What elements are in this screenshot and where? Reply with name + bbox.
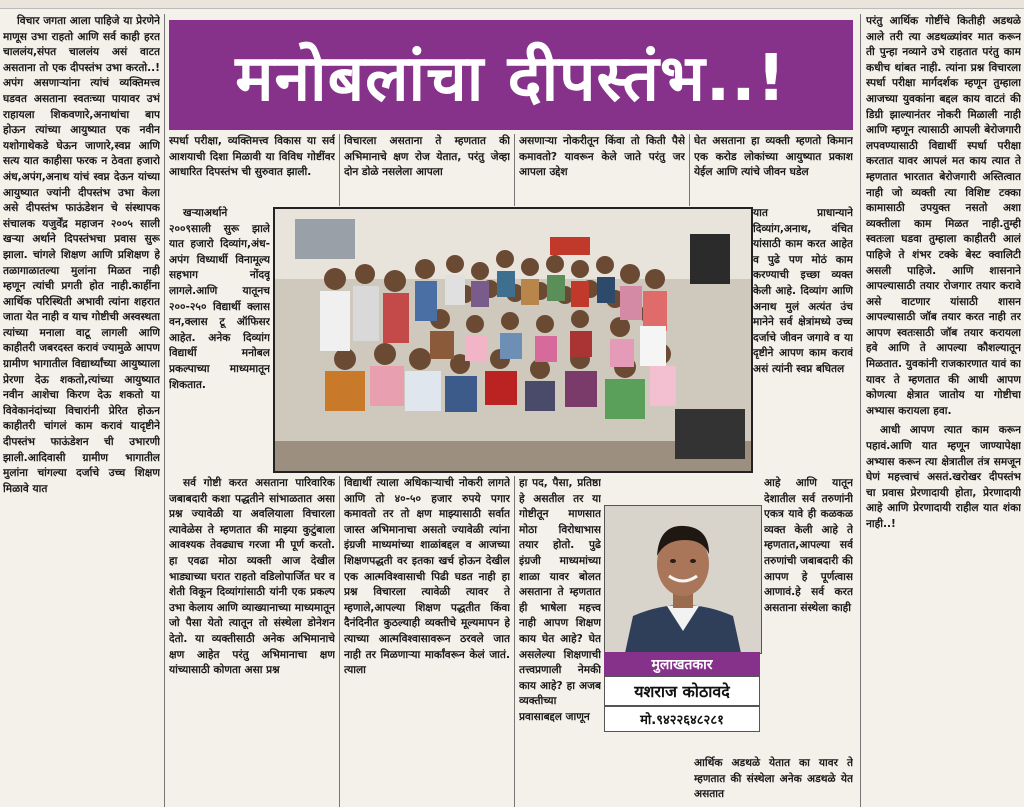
column-6-paragraph-2: आधी आपण त्यात काम करून पहावं.आणि यात म्हणून जाण्यापेक्षा अभ्यास करून त्या क्षेत्रातील तंत्र समजून घेणं महत्त्वाचं असतं.खरोखर दीपस्तंभ चा प्रवास प्रेरणादायी होता, प्रेरणादायी आहे आणि प्रेरणादायी राहील यात शंका नाही..! <box>866 424 1021 530</box>
interviewer-name: यशराज कोठावदे <box>604 676 760 706</box>
article-column-5-right <box>764 476 853 756</box>
column-5-top-text: घेत असताना हा व्यक्ती म्हणतो किमान एक करोड लोकांच्या आयुष्यात प्रकाश येईल आणि त्यांचे जीवन घडेल <box>694 135 853 179</box>
column-4-bottom-text: हा पद, पैसा, प्रतिष्ठा हे असतील तर या गोष्टीतून माणसात मोठा विरोधाभास तयार होतो. पुढे इंग्रजी माध्यमांच्या शाळा यावर बोलत असताना ते म्हणतात ही भाषेला महत्त्व नाही आपण शिक्षण काय घेत आहे? घेत असलेल्या शिक्षणाची तत्त्वप्रणाली नेमकी काय आहे? हा अजब व्यक्तीच्या प्रवासाबद्दल जाणून <box>519 477 601 723</box>
column-3-top-text: विचारला असताना ते म्हणतात की अभिमानाचे क्षण रोज येतात, परंतु जेव्हा दोन डोळे नसलेला आपला <box>344 135 510 179</box>
interviewer-portrait <box>604 505 762 654</box>
column-6-paragraph-1: परंतु आर्थिक गोष्टींचे कितीही अडथळे आले तरी त्या अडथळ्यांवर मात करून ती पुन्हा नव्याने उभे राहतात परंतु काम कधीच थांबत नाही. त्यांना प्रश्न विचारला स्पर्धा परीक्षा मार्गदर्शक म्हणून तुम्हाला आजच्या युवकांना बद्दल काय वाटतं की डिग्री झाल्यानंतर नोकरी मिळाली नाही आणि म्हणून त्यासाठी आपली बेरोजगारी लपवण्यासाठी विद्यार्थी स्पर्धा परीक्षा करतात यावर आपलं मत काय त्यात ते म्हणतात भारतात बेरोजगारी अस्तित्वात नाही जो व्यक्ती त्या विशिष्ट टक्का कामासाठी उपयुक्त नसतो अशा व्यक्तीला काम मिळत नाही.तुम्ही स्वतःला घडवा तुम्हाला काहीतरी आलं पाहिजे ते शंभर टक्के बेस्ट क्वालिटी असली पाहिजे. आणि शासनाने आपल्यासाठी तयार रोजगार तयार करावे असे वाटणार यांसाठी शासन आपल्यासाठी जॉब तयार करत नाही तर आपण स्वतःसाठी जॉब तयार करायला हवे आणि ते आपल्या कौशल्यातून मिळतात. युवकांनी राजकारणात यावं का यावर ते म्हणतात की आधी आपण कोणत्या क्षेत्रात जातोय या गोष्टीचा अभ्यास करायला हवा. <box>866 15 1021 417</box>
interviewer-role-label: मुलाखतकार <box>604 652 760 676</box>
column-divider <box>860 14 861 807</box>
article-column-5-bottom <box>694 756 853 807</box>
article-column-3-bottom <box>344 476 510 807</box>
article-column-2-top <box>169 134 335 206</box>
article-column-5-mid <box>753 206 853 474</box>
column-5-bottom-text: आर्थिक अडथळे येतात का यावर ते म्हणतात की संस्थेला अनेक अडथळे येत असतात <box>694 757 853 801</box>
column-divider <box>339 134 340 206</box>
article-column-6 <box>866 14 1021 807</box>
column-5-mid-text: यात प्राधान्याने दिव्यांग,अनाथ, वंचित यांसाठी काम करत आहेत व पुढे पण मोठं काम करण्याची इच्छा व्यक्त केली आहे. दिव्यांग आणि अनाथ मुलं अत्यंत उंच मानेने सर्व क्षेत्रांमध्ये उच्च दर्जाचे जीवन जगावे व या दृष्टीने आपण काम करावं असं त्यांनी स्वप्न बघितल <box>753 207 853 375</box>
interviewer-mobile: मो.९४२२६४८२८१ <box>604 706 760 732</box>
column-divider <box>514 476 515 807</box>
column-2-bottom-text: सर्व गोष्टी करत असताना पारिवारिक जबाबदारी कशा पद्धतीने सांभाळतात असा प्रश्न ज्यावेळी या अवलियाला विचारला त्यावेळेस ते म्हणतात की माझ्या कुटुंबाला आवश्यक तेवढ्याच गरजा मी पूर्ण करतो. हा एवढा मोठा व्यक्ती आज देखील भाड्याच्या घरात राहतो वडिलोपार्जित घर व शेती विकून दिव्यांगांसाठी यांनी एक प्रकल्प उभा केलाय आणि व्याख्यानाच्या माध्यमातून जो पैसा येतो त्यातून तो संस्थेला डोनेशन देतो. या व्यक्तीसाठी अनेक अभिमानाचे क्षण आहेत परंतु अभिमानाचा क्षण यांच्यासाठी कोणता असा प्रश्न <box>169 477 335 677</box>
article-column-4-bottom <box>519 476 601 807</box>
column-divider <box>339 476 340 807</box>
column-divider <box>164 14 165 807</box>
article-column-2-bottom <box>169 476 335 807</box>
article-column-4-top <box>519 134 685 206</box>
column-3-bottom-text: विद्यार्थी त्याला अधिकाऱ्याची नोकरी लागते आणि तो ४०-५० हजार रुपये पगार कमावतो तर तो क्षण माझ्यासाठी सर्वात जास्त अभिमानाचा असतो ज्यावेळी त्यांना इंग्रजी माध्यमांच्या शाळांबद्दल व आजच्या शिक्षणपद्धती वर इतका खर्च होऊन देखील एक आत्मविश्वासाची पिढी घडत नाही हा प्रश्न विचारला त्यावेळी त्यावर ते म्हणाले,आपल्या शिक्षण पद्धतीत किंवा दैनंदिनीत कुठल्याही व्यक्तीचे मूल्यमापन हे त्याच्या आत्मविश्वासावरून ठरवले जात नाही तर मिळणाऱ्या मार्कांवरून केलं जातं. त्याला <box>344 477 510 677</box>
column-2-mid-text: खऱ्याअर्थाने २००९साली सुरू झाले यात हजारो दिव्यांग,अंध-अपंग विध्यार्थी विनामूल्य सहभाग नोंदवू लागले.आणि यातूनच २००-२५० विद्यार्थी क्लास वन,क्लास टू ऑफिसर आहेत. अनेक दिव्यांग विद्यार्थी मनोबल प्रकल्पाच्या माध्यमातून शिकतात. <box>169 207 270 391</box>
article-column-3-top <box>344 134 510 206</box>
portrait-illustration <box>605 506 761 653</box>
headline-text: मनोबलांचा दीपस्तंभ..! <box>235 41 787 116</box>
article-column-2-mid <box>169 206 270 474</box>
column-5-right-text: आहे आणि यातून देशातील सर्व तरुणांनी एकत्र यावे ही कळकळ व्यक्त केली आहे ते म्हणतात,आपल्या सर्व तरुणांची जबाबदारी की आपण हे पूर्णत्वास आणावं.हे सर्व करत असताना संस्थेला काही <box>764 477 853 614</box>
article-column-1 <box>3 14 160 807</box>
group-photo <box>273 207 753 473</box>
column-divider <box>689 134 690 206</box>
article-column-5-top <box>694 134 853 206</box>
column-divider <box>514 134 515 206</box>
column-1-paragraph: विचार जगता आला पाहिजे या प्रेरणेने माणूस उभा राहतो आणि सर्व काही हरत चाललंय,संपत चाललंय असं वाटत असताना तो एक दीपस्तंभ उभा करतो..!अपंग असणाऱ्यांना त्यांचं व्यक्तिमत्त्व घडवत असताना स्वतःच्या पायावर उभं राहायला शिकवणारे,अनाथांचा बाप होऊन त्यांच्या आयुष्यात एक नवीन यशोगाथेकडे घेऊन जाणारे,स्वप्न आणि सत्य यात काहीसा फरक न ठेवता हजारो अंध,अपंग,अनाथ यांचं स्वप्न देऊन यांच्या आयुष्यात ज्यांनी दीपस्तंभ उभा केला असे दीपस्तंभ फाऊंडेशन चे संस्थापक संचालक यजुर्वेंद्र महाजन २००५ साली खऱ्या अर्थाने दिपस्तंभचा प्रवास सुरू झाला. चांगले शिक्षण आणि प्रशिक्षण हे तळागाळातल्या मुलांना मिळत नाही म्हणून त्यांची प्रगती होत नाही.काहींना आर्थिक परिस्थिती अभावी त्यांना शहरात जाता येत नाही व याच गोष्टीची अस्वस्थता त्यांच्या मनाला वाटू लागली आणि काहीतरी जबरदस्त करावं ज्यामुळे आपण ग्रामीण भागातील विद्यार्थ्यांच्या आयुष्याला प्रेरणा देऊ शकतो,त्यांच्या आयुष्यात नवीन आशेचा किरण देऊ शकतो या विवेकानंदांच्या विचारांनी प्रेरित होऊन काहीतरी चांगलं काम करावं यादृष्टीने दीपस्तंभ फाऊंडेशन ची उभारणी झाली.आदिवासी ग्रामीण भागातील मुलांना चांगल्या दर्जाचे उच्च शिक्षण मिळावे यात <box>3 15 160 495</box>
headline-banner <box>169 20 853 130</box>
page-top-strip <box>0 0 1024 9</box>
column-2-top-text: स्पर्धा परीक्षा, व्यक्तिमत्त्व विकास या सर्व आशयाची दिशा मिळावी या विविध गोष्टींवर आधारित दिपस्तंभ ची सुरुवात झाली. <box>169 135 335 179</box>
group-photo-illustration <box>275 209 751 471</box>
column-4-top-text: असणाऱ्या नोकरीतून किंवा तो किती पैसे कमावतो? यावरून केले जाते परंतु जर आपला उद्देश <box>519 135 685 179</box>
